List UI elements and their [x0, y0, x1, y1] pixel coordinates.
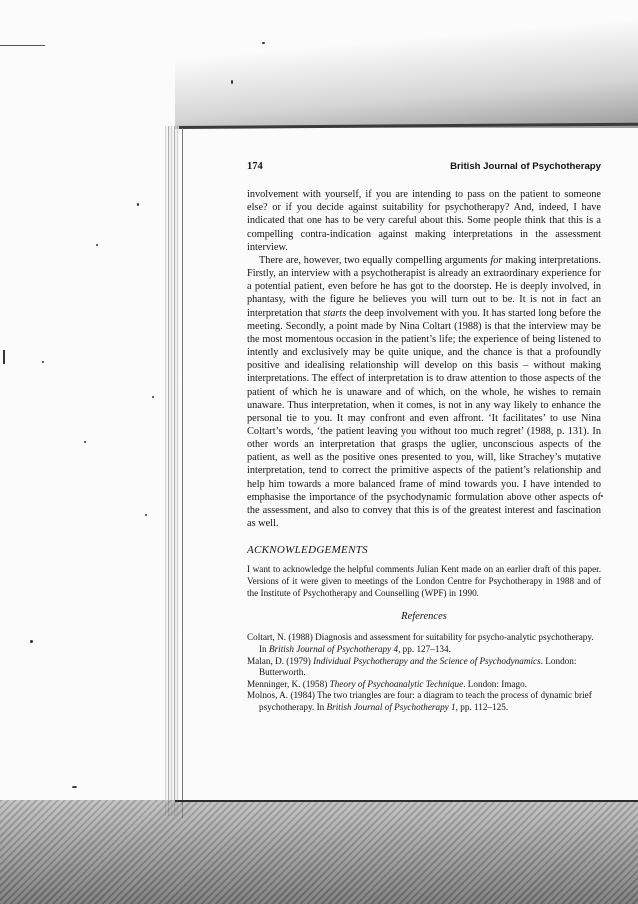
text-run: making interpretations. Firstly, an interview with a psychotherapist is already an extraordinary experience for a potential patient, even before he has got to the doorstep. He is deeply involved, in phantasy, with the figure he believes you will turn out to be. It is not in fact an interpretation that — [247, 254, 601, 319]
page-content — [247, 160, 601, 713]
scan-rule-left — [0, 45, 45, 46]
text-run: the deep involvement with you. It has started long before the meeting. Secondly, a point made by Nina Coltart (1988) is that the interview may be the most momentous occasion in the patient’s life; the experience of being listened to intently and exclusively may be quite unique, and the chance is that a profoundly positive and idealising relationship will develop on this basis – without making interpretations. The effect of interpretation is to draw attention to those aspects of the patient of which he is unaware and of which, on the whole, he wishes to remain unaware. Thus interpretation, when it comes, is not in any way likely to enhance the personal tie to you. It may confront and even affront. ‘It facilitates’ to use Nina Coltart’s words, ‘the patient leaving you without too much regret’ (1988, p. 131). In other words an interpretation that grasps the uglier, unconscious aspects of the patient, as well as the positive ones presented to you, will, like Strachey’s mutative interpretation, tend to correct the primitive aspects of the patient’s relationship and help him towards a more balanced frame of mind towards you. I have intended to emphasise the importance of the psychodynamic formulation above other aspects of the assessment, and also to convey that this is of the greatest interest and fascination as well. — [247, 307, 601, 530]
references-heading: References — [401, 611, 447, 623]
paragraph: involvement with yourself, if you are intending to pass on the patient to someone else? or if you decide against suitability for psychotherapy? And, indeed, I have indicated that one has to be very careful about this. Some people think that this is a compelling contra-indication against making interpretations in the assessment interview. — [247, 189, 601, 253]
binding-line — [182, 128, 183, 818]
reference-text: , pp. 112–125. — [455, 701, 509, 712]
reference-text: Malan, D. (1979) — [247, 655, 314, 666]
scan-speck — [231, 80, 233, 84]
reference-text: . London: Imago. — [463, 678, 527, 689]
scan-shadow-bottom — [0, 800, 638, 904]
scan-shadow-top — [175, 0, 638, 128]
scan-speck — [601, 495, 603, 497]
reference-item — [247, 679, 601, 691]
scan-speck — [42, 361, 44, 363]
scan-speck — [137, 203, 139, 206]
reference-source: Theory of Psychoanalytic Technique — [329, 678, 464, 689]
page-number: 174 — [247, 161, 263, 172]
reference-source: British Journal of Psychotherapy 4 — [268, 643, 399, 654]
scan-speck — [145, 514, 147, 516]
acknowledgements-text: I want to acknowledge the helpful comments Julian Kent made on an earlier draft of this paper. Versions of it were given to meetings of the London Centre for Psychotherapy in 1988 and of the Institute of Psychotherapy and Counselling (WPF) in 1990. — [247, 564, 601, 598]
emphasis: for — [490, 254, 503, 266]
reference-text: Menninger, K. (1958) — [247, 678, 330, 689]
text-run: There are, however, two equally compelling arguments — [259, 254, 491, 266]
reference-source: British Journal of Psychotherapy 1 — [326, 701, 456, 712]
body-text — [247, 188, 601, 530]
paragraph — [247, 254, 601, 530]
scan-speck — [262, 42, 265, 44]
reference-text: Molnos, A. (1984) The two triangles are four: a diagram to teach the process of dynamic brief psychotherapy. In — [247, 690, 592, 712]
scan-speck — [3, 350, 5, 364]
page-edge-bottom — [175, 800, 638, 802]
scan-speck — [84, 441, 86, 443]
scan-speck — [72, 786, 77, 788]
scan-speck — [96, 244, 98, 246]
acknowledgements-heading: ACKNOWLEDGEMENTS — [247, 544, 368, 557]
emphasis: starts — [323, 307, 347, 319]
reference-text: , pp. 127–134. — [398, 643, 451, 654]
journal-title: British Journal of Psychotherapy — [450, 161, 601, 172]
reference-list — [247, 632, 601, 713]
reference-item — [247, 690, 601, 713]
binding-strip — [165, 126, 179, 816]
reference-text: Coltart, N. (1988) Diagnosis and assessment for suitability for psycho-analytic psychotherapy. In — [247, 632, 594, 654]
reference-item — [247, 656, 601, 679]
running-head — [247, 160, 601, 173]
scan-speck — [30, 640, 33, 643]
reference-item — [247, 632, 601, 655]
reference-source: Individual Psychotherapy and the Science of Psychodynamics — [313, 655, 541, 666]
reference-text: . London: Butterworth. — [259, 655, 577, 678]
scan-speck — [152, 396, 154, 398]
